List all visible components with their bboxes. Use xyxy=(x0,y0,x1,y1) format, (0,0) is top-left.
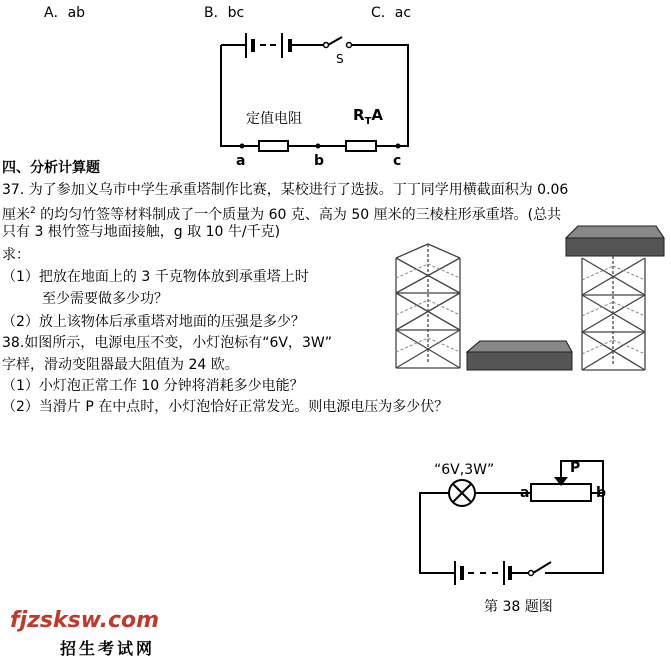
point-a-label: a xyxy=(236,153,246,169)
point-b-label: b xyxy=(314,153,325,169)
q38-line1: 38.如图所示，电源电压不变，小灯泡标有“6V，3W” xyxy=(2,335,333,351)
q37-line3: 只有 3 根竹签与地面接触，g 取 10 牛/千克) xyxy=(2,224,281,240)
q38-line2: 字样，滑动变阻器最大阻值为 24 欧。 xyxy=(2,357,239,373)
q37-sub2: （2）放上该物体后承重塔对地面的压强是多少？ xyxy=(2,314,305,330)
choice-a: A．ab xyxy=(44,5,86,21)
q37-line2: 厘米$^2$ 的均匀竹签等材料制成了一个质量为 60 克、高为 50 厘米的三棱柱形承重塔。(总共 xyxy=(2,206,562,223)
end-b-label: b xyxy=(596,485,607,501)
q38-sub1: （1）小灯泡正常工作 10 分钟将消耗多少电能？ xyxy=(2,378,304,394)
point-c-label: c xyxy=(393,153,402,169)
rt-label: $R_TA$ xyxy=(353,106,383,127)
choice-c: C．ac xyxy=(371,5,412,21)
choice-b: B．bc xyxy=(204,5,245,21)
slider-p-label: P xyxy=(570,460,581,476)
figure-caption: 第 38 题图 xyxy=(484,599,553,615)
watermark-name: 招生考试网 xyxy=(60,639,156,658)
lamp-label: “6V,3W” xyxy=(434,462,495,478)
watermark-site: fjzsksw.com xyxy=(10,608,160,633)
q37-sub1-line1: （1）把放在地面上的 3 千克物体放到承重塔上时 xyxy=(2,269,309,285)
q37-line4: 求： xyxy=(2,247,30,263)
section-heading: 四、分析计算题 xyxy=(2,160,100,176)
end-a-label: a xyxy=(520,485,530,501)
q37-sub1-line2: 至少需要做多少功？ xyxy=(42,291,168,307)
q37-line1: 37. 为了参加义乌市中学生承重塔制作比赛，某校进行了选拔。丁丁同学用横截面积为 0.06 xyxy=(2,182,569,198)
switch-label: S xyxy=(336,52,344,66)
fixed-resistor-label: 定值电阻 xyxy=(246,111,302,127)
q38-sub2: （2）当滑片 P 在中点时，小灯泡恰好正常发光。则电源电压为多少伏？ xyxy=(2,399,449,415)
